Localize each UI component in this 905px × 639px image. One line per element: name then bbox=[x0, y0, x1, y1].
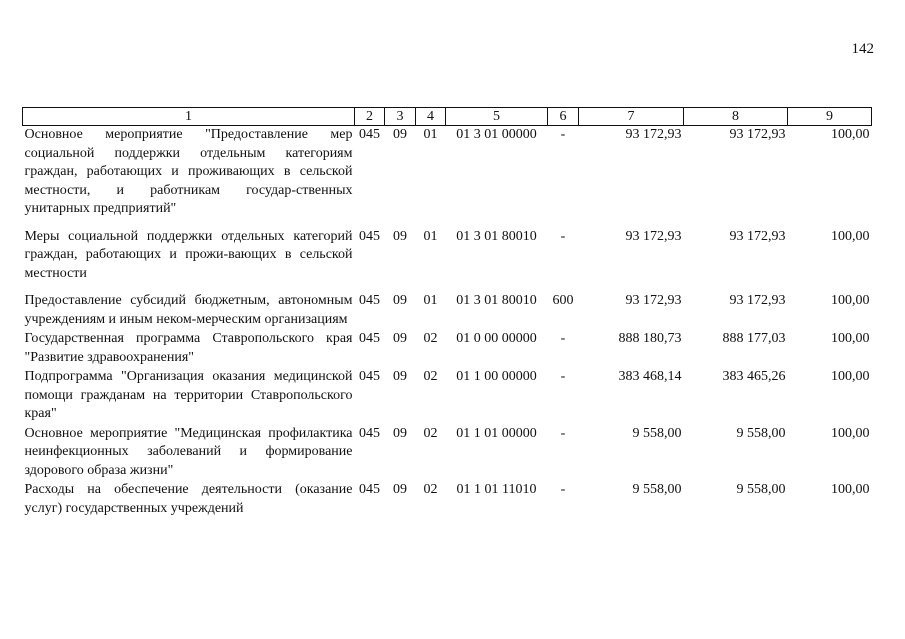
row-percent: 100,00 bbox=[831, 127, 870, 142]
row-planned: 93 172,93 bbox=[625, 293, 682, 308]
column-header: 6 bbox=[548, 108, 579, 126]
row-expense-type: - bbox=[560, 228, 566, 244]
row-executed: 9 558,00 bbox=[736, 425, 786, 441]
row-ministry-code: 045 bbox=[359, 482, 380, 497]
row-percent: 100,00 bbox=[831, 425, 870, 441]
table-row bbox=[23, 368, 872, 425]
column-header: 1 bbox=[23, 108, 355, 126]
column-header: 9 bbox=[788, 108, 872, 126]
row-percent: 100,00 bbox=[831, 228, 870, 244]
row-section: 09 bbox=[393, 369, 407, 384]
row-name: Подпрограмма "Организация оказания медицинской помощи гражданам на территории Ставропольского края" bbox=[24, 369, 353, 421]
row-executed: 93 172,93 bbox=[729, 293, 786, 308]
row-subsection: 02 bbox=[423, 425, 438, 441]
column-header: 8 bbox=[684, 108, 788, 126]
row-section: 09 bbox=[393, 482, 407, 497]
row-name: Расходы на обеспечение деятельности (оказание услуг) государственных учреждений bbox=[24, 482, 353, 516]
row-name: Основное мероприятие "Предоставление мер социальной поддержки отдельным категориям граждан, работающих и проживающих в сельской местности, и работникам государ-ственных унитарных предприятий" bbox=[24, 127, 353, 216]
row-percent: 100,00 bbox=[831, 331, 870, 346]
row-ministry-code: 045 bbox=[359, 127, 380, 142]
row-section: 09 bbox=[393, 228, 407, 244]
row-planned: 888 180,73 bbox=[618, 331, 682, 346]
column-header: 7 bbox=[579, 108, 684, 126]
row-percent: 100,00 bbox=[831, 369, 870, 384]
row-executed: 93 172,93 bbox=[729, 228, 786, 244]
row-planned: 9 558,00 bbox=[632, 425, 682, 441]
row-name: Государственная программа Ставропольского края "Развитие здравоохранения" bbox=[24, 331, 353, 365]
row-target-article: 01 3 01 80010 bbox=[456, 293, 537, 308]
row-target-article: 01 1 00 00000 bbox=[456, 369, 537, 384]
row-target-article: 01 3 01 00000 bbox=[456, 127, 537, 142]
budget-table bbox=[22, 107, 872, 519]
row-section: 09 bbox=[393, 331, 407, 346]
row-target-article: 01 0 00 00000 bbox=[456, 331, 537, 346]
row-subsection: 01 bbox=[423, 293, 438, 308]
row-ministry-code: 045 bbox=[359, 425, 380, 441]
row-percent: 100,00 bbox=[831, 293, 870, 308]
row-target-article: 01 3 01 80010 bbox=[456, 228, 537, 244]
row-name: Меры социальной поддержки отдельных категорий граждан, работающих и прожи-вающих в сельской местности bbox=[24, 228, 353, 281]
row-planned: 93 172,93 bbox=[625, 127, 682, 142]
row-planned: 9 558,00 bbox=[632, 482, 682, 497]
table-row bbox=[23, 126, 872, 228]
row-section: 09 bbox=[393, 425, 407, 441]
row-subsection: 02 bbox=[423, 482, 438, 497]
row-expense-type: - bbox=[560, 127, 566, 142]
column-header: 3 bbox=[385, 108, 416, 126]
column-header: 2 bbox=[355, 108, 385, 126]
row-target-article: 01 1 01 11010 bbox=[456, 482, 537, 497]
row-subsection: 01 bbox=[423, 228, 438, 244]
row-name: Основное мероприятие "Медицинская профилактика неинфекционных заболеваний и формирование здорового образа жизни" bbox=[24, 425, 353, 478]
table-row bbox=[23, 481, 872, 519]
row-expense-type: - bbox=[560, 482, 566, 497]
row-planned: 383 468,14 bbox=[618, 369, 682, 384]
row-ministry-code: 045 bbox=[359, 293, 380, 308]
row-ministry-code: 045 bbox=[359, 331, 380, 346]
row-percent: 100,00 bbox=[831, 482, 870, 497]
row-planned: 93 172,93 bbox=[625, 228, 682, 244]
table-row bbox=[23, 425, 872, 482]
table-row bbox=[23, 292, 872, 330]
row-executed: 888 177,03 bbox=[722, 331, 786, 346]
row-expense-type: 600 bbox=[552, 293, 574, 308]
table-row bbox=[23, 330, 872, 368]
row-subsection: 02 bbox=[423, 369, 438, 384]
row-name: Предоставление субсидий бюджетным, автономным учреждениям и иным неком-мерческим организациям bbox=[24, 293, 353, 327]
column-header: 4 bbox=[416, 108, 446, 126]
row-ministry-code: 045 bbox=[359, 228, 380, 244]
row-target-article: 01 1 01 00000 bbox=[456, 425, 537, 441]
row-executed: 9 558,00 bbox=[736, 482, 786, 497]
row-section: 09 bbox=[393, 127, 407, 142]
table-row bbox=[23, 228, 872, 293]
row-expense-type: - bbox=[560, 425, 566, 441]
page-number: 142 bbox=[851, 41, 874, 57]
row-executed: 93 172,93 bbox=[729, 127, 786, 142]
row-expense-type: - bbox=[560, 369, 566, 384]
row-subsection: 02 bbox=[423, 331, 438, 346]
row-expense-type: - bbox=[560, 331, 566, 346]
table-header-row bbox=[23, 108, 872, 126]
row-subsection: 01 bbox=[423, 127, 438, 142]
column-header: 5 bbox=[446, 108, 548, 126]
row-section: 09 bbox=[393, 293, 407, 308]
row-ministry-code: 045 bbox=[359, 369, 380, 384]
row-executed: 383 465,26 bbox=[722, 369, 786, 384]
